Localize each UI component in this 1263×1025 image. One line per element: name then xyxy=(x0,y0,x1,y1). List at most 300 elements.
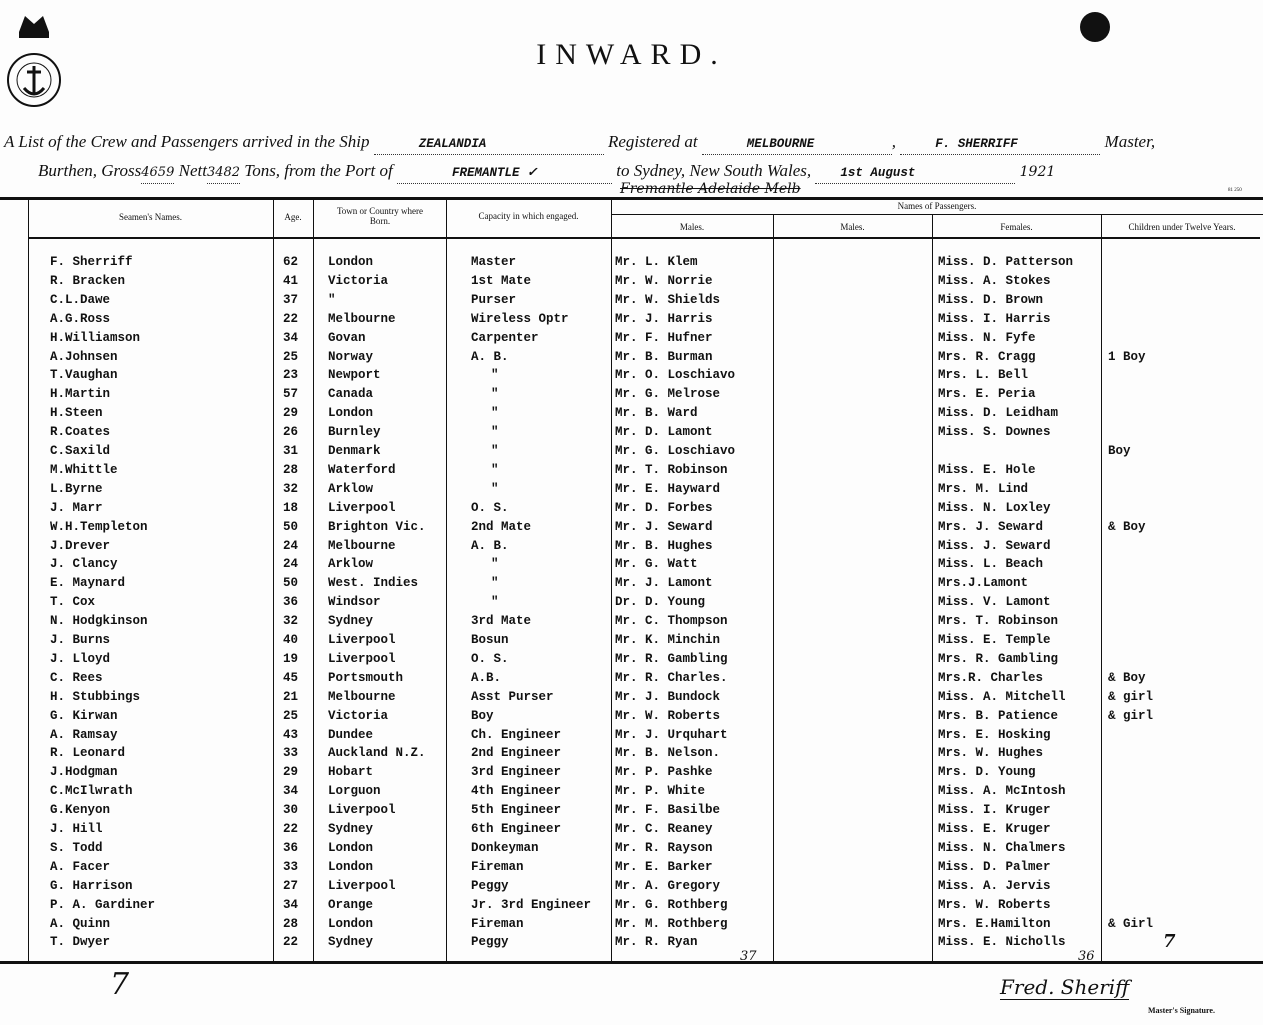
male-passenger: Mr. B. Hughes xyxy=(615,538,713,553)
children: & girl xyxy=(1108,708,1154,723)
seaman-name: G. Harrison xyxy=(50,878,133,893)
female-passenger: Mrs. M. Lind xyxy=(938,481,1029,496)
seaman-name: P. A. Gardiner xyxy=(50,897,156,912)
col-header-males-2: Males. xyxy=(840,222,865,232)
capacity: " xyxy=(491,425,499,440)
seaman-name: N. Hodgkinson xyxy=(50,614,148,629)
seaman-name: J. Clancy xyxy=(50,557,118,572)
capacity: 6th Engineer xyxy=(471,822,562,836)
table-row xyxy=(28,728,1260,747)
capacity: " xyxy=(491,462,499,477)
town-born: Hobart xyxy=(328,765,374,780)
arrival-year: 1921 xyxy=(1019,164,1056,180)
age: 62 xyxy=(283,255,299,269)
male-passenger: Mr. M. Rothberg xyxy=(615,916,728,931)
age: 50 xyxy=(283,519,299,534)
town-born: Canada xyxy=(328,387,374,402)
table-row xyxy=(28,709,1260,728)
capacity: " xyxy=(491,406,499,421)
male-passenger: Mr. O. Loschiavo xyxy=(615,368,736,383)
table-row xyxy=(28,595,1260,614)
capacity: O. S. xyxy=(471,651,509,666)
seaman-name: C.L.Dawe xyxy=(50,292,111,307)
total-females: 36 xyxy=(1078,949,1095,964)
seaman-name: R. Bracken xyxy=(50,273,126,288)
capacity: " xyxy=(491,368,499,383)
ship-name: ZEALANDIA xyxy=(374,134,604,155)
capacity: O. S. xyxy=(471,500,509,515)
male-passenger: Mr. C. Reaney xyxy=(615,822,713,836)
total-males: 37 xyxy=(740,949,757,964)
female-passenger: Miss. I. Harris xyxy=(938,311,1051,326)
male-passenger: Mr. P. Pashke xyxy=(615,765,713,780)
male-passenger: Mr. J. Harris xyxy=(615,311,713,326)
seaman-name: E. Maynard xyxy=(50,576,126,591)
age: 29 xyxy=(283,406,299,421)
male-passenger: Mr. J. Bundock xyxy=(615,689,721,704)
table-row xyxy=(28,406,1260,425)
seaman-name: T. Dwyer xyxy=(50,935,111,950)
seaman-name: R.Coates xyxy=(50,425,111,440)
table-row xyxy=(28,690,1260,709)
table-row xyxy=(28,803,1260,822)
arrival-date: 1st August xyxy=(815,163,1015,184)
signature-label: Master's Signature. xyxy=(1148,1006,1215,1015)
capacity: Peggy xyxy=(471,878,509,893)
town-born: Auckland N.Z. xyxy=(328,746,426,761)
female-passenger: Mrs. E. Hosking xyxy=(938,727,1051,742)
age: 45 xyxy=(283,670,299,685)
table-row xyxy=(28,274,1260,293)
seaman-name: M.Whittle xyxy=(50,462,118,477)
seaman-name: T.Vaughan xyxy=(50,368,118,383)
town-born: Liverpool xyxy=(328,500,396,515)
capacity: 3rd Engineer xyxy=(471,765,562,780)
seaman-name: J.Hodgman xyxy=(50,765,118,780)
town-born: Melbourne xyxy=(328,689,396,704)
male-passenger: Mr. R. Ryan xyxy=(615,935,698,950)
seaman-name: A. Quinn xyxy=(50,916,111,931)
seaman-name: J. Lloyd xyxy=(50,651,111,666)
seaman-name: C.McIlwrath xyxy=(50,784,133,799)
capacity: Master xyxy=(471,255,517,269)
col-header-passengers: Names of Passengers. xyxy=(897,201,977,211)
capacity: Fireman xyxy=(471,859,524,874)
age: 21 xyxy=(283,689,299,704)
seaman-name: G.Kenyon xyxy=(50,803,111,818)
age: 40 xyxy=(283,633,299,647)
male-passenger: Mr. W. Roberts xyxy=(615,708,721,723)
table-row xyxy=(28,501,1260,520)
master-name: F. SHERRIFF xyxy=(900,134,1100,155)
age: 18 xyxy=(283,500,299,515)
seaman-name: W.H.Templeton xyxy=(50,519,148,534)
male-passenger: Mr. B. Burman xyxy=(615,349,713,364)
female-passenger: Miss. D. Brown xyxy=(938,292,1044,307)
capacity: Bosun xyxy=(471,633,509,647)
seaman-name: H.Williamson xyxy=(50,330,141,345)
registered-port: MELBOURNE xyxy=(702,134,892,155)
table-row xyxy=(28,255,1260,274)
capacity: Peggy xyxy=(471,935,509,950)
capacity: A. B. xyxy=(471,538,509,553)
capacity: " xyxy=(491,576,499,591)
female-passenger: Miss. D. Patterson xyxy=(938,255,1074,269)
male-passenger: Mr. J. Urquhart xyxy=(615,727,728,742)
male-passenger: Mr. D. Lamont xyxy=(615,425,713,440)
header-line-2 xyxy=(38,161,1055,184)
age: 43 xyxy=(283,727,299,742)
female-passenger: Miss. S. Downes xyxy=(938,425,1051,440)
capacity: 1st Mate xyxy=(471,273,532,288)
female-passenger: Mrs. B. Patience xyxy=(938,708,1059,723)
age: 19 xyxy=(283,651,299,666)
seaman-name: A. Facer xyxy=(50,859,111,874)
town-born: Sydney xyxy=(328,822,374,836)
town-born: " xyxy=(328,292,336,307)
departure-port xyxy=(397,162,612,184)
age: 34 xyxy=(283,784,299,799)
male-passenger: Mr. G. Loschiavo xyxy=(615,444,736,458)
town-born: Portsmouth xyxy=(328,670,404,685)
town-born: Sydney xyxy=(328,935,374,950)
town-born: Arklow xyxy=(328,481,374,496)
seaman-name: H. Stubbings xyxy=(50,689,141,704)
age: 24 xyxy=(283,538,299,553)
female-passenger: Mrs. R. Cragg xyxy=(938,349,1036,364)
passenger-header-rule xyxy=(611,214,1263,215)
town-born: London xyxy=(328,406,374,421)
female-passenger: Mrs. L. Bell xyxy=(938,368,1029,383)
female-passenger: Miss. E. Temple xyxy=(938,633,1051,647)
children: 1 Boy xyxy=(1108,349,1146,364)
col-header-children: Children under Twelve Years. xyxy=(1128,222,1236,232)
table-row xyxy=(28,822,1260,841)
male-passenger: Mr. R. Rayson xyxy=(615,840,713,855)
town-born: Melbourne xyxy=(328,538,396,553)
capacity: Jr. 3rd Engineer xyxy=(471,897,592,912)
town-born: Waterford xyxy=(328,462,396,477)
capacity: 2nd Engineer xyxy=(471,746,562,761)
female-passenger: Mrs. D. Young xyxy=(938,765,1036,780)
town-born: London xyxy=(328,859,374,874)
female-passenger: Mrs. E.Hamilton xyxy=(938,916,1051,931)
age: 26 xyxy=(283,425,299,440)
male-passenger: Mr. A. Gregory xyxy=(615,878,721,893)
table-bottom-rule xyxy=(0,961,1263,964)
town-born: Newport xyxy=(328,368,381,383)
capacity: " xyxy=(491,595,499,610)
male-passenger: Mr. W. Shields xyxy=(615,292,721,307)
age: 28 xyxy=(283,462,299,477)
town-born: Lorguon xyxy=(328,784,381,799)
female-passenger: Miss. A. Jervis xyxy=(938,878,1051,893)
female-passenger: Mrs. E. Peria xyxy=(938,387,1036,402)
children: & Boy xyxy=(1108,670,1146,685)
age: 50 xyxy=(283,576,299,591)
table-row xyxy=(28,860,1260,879)
col-header-males-1: Males. xyxy=(679,222,705,232)
capacity: 2nd Mate xyxy=(471,519,532,534)
table-row xyxy=(28,917,1260,936)
table-row xyxy=(28,931,1260,954)
town-born: Orange xyxy=(328,897,374,912)
age: 32 xyxy=(283,481,299,496)
female-passenger: Mrs. W. Roberts xyxy=(938,897,1051,912)
table-row xyxy=(28,520,1260,539)
capacity: " xyxy=(491,444,499,458)
female-passenger: Miss. I. Kruger xyxy=(938,803,1051,818)
age: 29 xyxy=(283,765,299,780)
male-passenger: Mr. L. Klem xyxy=(615,255,698,269)
handwritten-port-note: Fremantle Adelaide Melb xyxy=(620,181,801,197)
female-passenger: Miss. D. Leidham xyxy=(938,406,1059,421)
male-passenger: Mr. E. Hayward xyxy=(615,481,721,496)
table-row xyxy=(28,633,1260,652)
capacity: Purser xyxy=(471,292,517,307)
capacity: Asst Purser xyxy=(471,689,554,704)
table-row xyxy=(28,331,1260,350)
tons-label: Tons, from the Port of xyxy=(244,161,393,180)
female-passenger: Miss. N. Chalmers xyxy=(938,840,1066,855)
town-born: London xyxy=(328,255,374,269)
age: 41 xyxy=(283,273,299,288)
table-row xyxy=(28,784,1260,803)
age: 22 xyxy=(283,935,299,950)
seaman-name: L.Byrne xyxy=(50,481,103,496)
town-born: Melbourne xyxy=(328,311,396,326)
town-born: Burnley xyxy=(328,425,381,440)
table-row xyxy=(28,368,1260,387)
age: 30 xyxy=(283,803,299,818)
female-passenger: Miss. E. Nicholls xyxy=(938,935,1066,950)
age: 57 xyxy=(283,387,299,402)
female-passenger: Miss. L. Beach xyxy=(938,557,1044,572)
female-passenger: Miss. D. Palmer xyxy=(938,859,1051,874)
table-row xyxy=(28,425,1260,444)
children: 7 xyxy=(1163,931,1176,953)
age: 25 xyxy=(283,708,299,723)
capacity: Boy xyxy=(471,708,494,723)
age: 22 xyxy=(283,822,299,836)
check-mark: ✓ xyxy=(527,164,538,179)
male-passenger: Mr. G. Melrose xyxy=(615,387,721,402)
male-passenger: Mr. F. Hufner xyxy=(615,330,713,345)
registered-label: Registered at xyxy=(608,132,698,151)
departure-port-text: FREMANTLE xyxy=(452,166,520,180)
town-born: Liverpool xyxy=(328,651,396,666)
town-born: Liverpool xyxy=(328,803,396,818)
capacity: 5th Engineer xyxy=(471,803,562,818)
capacity: Carpenter xyxy=(471,330,539,345)
capacity: A.B. xyxy=(471,670,502,685)
table-row xyxy=(28,614,1260,633)
age: 36 xyxy=(283,840,299,855)
male-passenger: Mr. J. Seward xyxy=(615,519,713,534)
seaman-name: T. Cox xyxy=(50,595,96,610)
seaman-name: A. Ramsay xyxy=(50,727,118,742)
male-passenger: Mr. K. Minchin xyxy=(615,633,721,647)
female-passenger: Mrs.J.Lamont xyxy=(938,576,1029,591)
town-born: Windsor xyxy=(328,595,381,610)
male-passenger: Mr. R. Charles. xyxy=(615,670,728,685)
female-passenger: Miss. A. Mitchell xyxy=(938,689,1066,704)
table-row xyxy=(28,387,1260,406)
table-row xyxy=(28,898,1260,917)
town-born: Liverpool xyxy=(328,878,396,893)
female-passenger: Miss. E. Kruger xyxy=(938,822,1051,836)
master-label: Master, xyxy=(1104,132,1156,151)
seaman-name: F. Sherriff xyxy=(50,255,133,269)
ship-label: A List of the Crew and Passengers arrived in the Ship xyxy=(4,132,370,151)
table-row xyxy=(28,671,1260,690)
town-born: Dundee xyxy=(328,727,374,742)
seaman-name: A.Johnsen xyxy=(50,349,118,364)
female-passenger: Miss. A. McIntosh xyxy=(938,784,1066,799)
female-passenger: Mrs. T. Robinson xyxy=(938,614,1059,629)
female-passenger: Mrs. J. Seward xyxy=(938,519,1044,534)
capacity: Wireless Optr xyxy=(471,311,569,326)
seaman-name: J. Burns xyxy=(50,633,111,647)
male-passenger: Mr. E. Barker xyxy=(615,859,713,874)
age: 33 xyxy=(283,859,299,874)
table-row xyxy=(28,557,1260,576)
age: 36 xyxy=(283,595,299,610)
town-born: Denmark xyxy=(328,444,381,458)
male-passenger: Dr. D. Young xyxy=(615,595,706,610)
capacity: " xyxy=(491,481,499,496)
table-row xyxy=(28,765,1260,784)
table-top-rule xyxy=(0,197,1263,200)
seaman-name: H.Martin xyxy=(50,387,111,402)
crew-total-mark: 7 xyxy=(110,967,130,1002)
col-header-capacity: Capacity in which engaged. xyxy=(478,211,579,221)
female-passenger: Miss. E. Hole xyxy=(938,462,1036,477)
children: Boy xyxy=(1108,444,1131,458)
master-signature: Fred. Sheriff xyxy=(1000,975,1130,999)
town-born: Victoria xyxy=(328,708,389,723)
capacity: Fireman xyxy=(471,916,524,931)
capacity: Donkeyman xyxy=(471,840,539,855)
children: & girl xyxy=(1108,689,1154,704)
table-row xyxy=(28,841,1260,860)
document-title: INWARD. xyxy=(536,38,727,71)
capacity: " xyxy=(491,557,499,572)
town-born: London xyxy=(328,916,374,931)
male-passenger: Mr. F. Basilbe xyxy=(615,803,721,818)
age: 32 xyxy=(283,614,299,629)
seaman-name: G. Kirwan xyxy=(50,708,118,723)
table-row xyxy=(28,879,1260,898)
table-row xyxy=(28,746,1260,765)
male-passenger: Mr. G. Watt xyxy=(615,557,698,572)
seaman-name: C.Saxild xyxy=(50,444,111,458)
capacity: 4th Engineer xyxy=(471,784,562,799)
male-passenger: Mr. W. Norrie xyxy=(615,273,713,288)
town-born: Liverpool xyxy=(328,633,396,647)
age: 22 xyxy=(283,311,299,326)
capacity: A. B. xyxy=(471,349,509,364)
age: 27 xyxy=(283,878,299,893)
table-row xyxy=(28,539,1260,558)
age: 31 xyxy=(283,444,299,458)
female-passenger: Mrs. R. Gambling xyxy=(938,651,1059,666)
town-born: London xyxy=(328,840,374,855)
seaman-name: J.Drever xyxy=(50,538,111,553)
seaman-name: J. Marr xyxy=(50,500,103,515)
table-row xyxy=(28,293,1260,312)
capacity: " xyxy=(491,387,499,402)
town-born: Brighton Vic. xyxy=(328,519,426,534)
seaman-name: S. Todd xyxy=(50,840,103,855)
age: 37 xyxy=(283,292,299,307)
table-row xyxy=(28,312,1260,331)
seaman-name: R. Leonard xyxy=(50,746,126,761)
col-header-town: Town or Country where Born. xyxy=(336,206,424,226)
nett-label: Nett xyxy=(178,161,207,180)
male-passenger: Mr. R. Gambling xyxy=(615,651,728,666)
age: 24 xyxy=(283,557,299,572)
town-born: Norway xyxy=(328,349,374,364)
capacity: 3rd Mate xyxy=(471,614,532,629)
gross-tons: 4659 xyxy=(141,163,174,184)
male-passenger: Mr. D. Forbes xyxy=(615,500,713,515)
form-code: 81 250 xyxy=(1228,188,1242,193)
male-passenger: Mr. B. Ward xyxy=(615,406,698,421)
col-header-seamen: Seamen's Names. xyxy=(118,212,183,222)
col-header-age: Age. xyxy=(284,212,302,222)
age: 25 xyxy=(283,349,299,364)
town-born: Arklow xyxy=(328,557,374,572)
seaman-name: J. Hill xyxy=(50,822,103,836)
seaman-name: C. Rees xyxy=(50,670,103,685)
children: & Girl xyxy=(1108,916,1154,931)
table-row xyxy=(28,576,1260,595)
town-born: West. Indies xyxy=(328,576,419,591)
age: 34 xyxy=(283,897,299,912)
male-passenger: Mr. J. Lamont xyxy=(615,576,713,591)
age: 33 xyxy=(283,746,299,761)
female-passenger: Miss. V. Lamont xyxy=(938,595,1051,610)
female-passenger: Miss. A. Stokes xyxy=(938,273,1051,288)
header-bottom-rule xyxy=(28,237,1260,239)
col-header-females: Females. xyxy=(1000,222,1033,232)
nett-tons: 3482 xyxy=(207,163,240,184)
table-row xyxy=(28,350,1260,369)
town-born: Govan xyxy=(328,330,366,345)
male-passenger: Mr. T. Robinson xyxy=(615,462,728,477)
age: 34 xyxy=(283,330,299,345)
female-passenger: Mrs.R. Charles xyxy=(938,670,1044,685)
table-row xyxy=(28,482,1260,501)
children: & Boy xyxy=(1108,519,1146,534)
female-passenger: Miss. N. Loxley xyxy=(938,500,1051,515)
female-passenger: Miss. J. Seward xyxy=(938,538,1051,553)
table-row xyxy=(28,444,1260,463)
age: 28 xyxy=(283,916,299,931)
capacity: Ch. Engineer xyxy=(471,727,562,742)
burthen-label: Burthen, Gross xyxy=(38,161,142,180)
male-passenger: Mr. P. White xyxy=(615,784,706,799)
destination-label: to Sydney, New South Wales, xyxy=(616,161,812,180)
seaman-name: A.G.Ross xyxy=(50,311,111,326)
female-passenger: Mrs. W. Hughes xyxy=(938,746,1044,761)
seaman-name: H.Steen xyxy=(50,406,103,421)
female-passenger: Miss. N. Fyfe xyxy=(938,330,1036,345)
age: 23 xyxy=(283,368,299,383)
table-row xyxy=(28,652,1260,671)
town-born: Victoria xyxy=(328,273,389,288)
